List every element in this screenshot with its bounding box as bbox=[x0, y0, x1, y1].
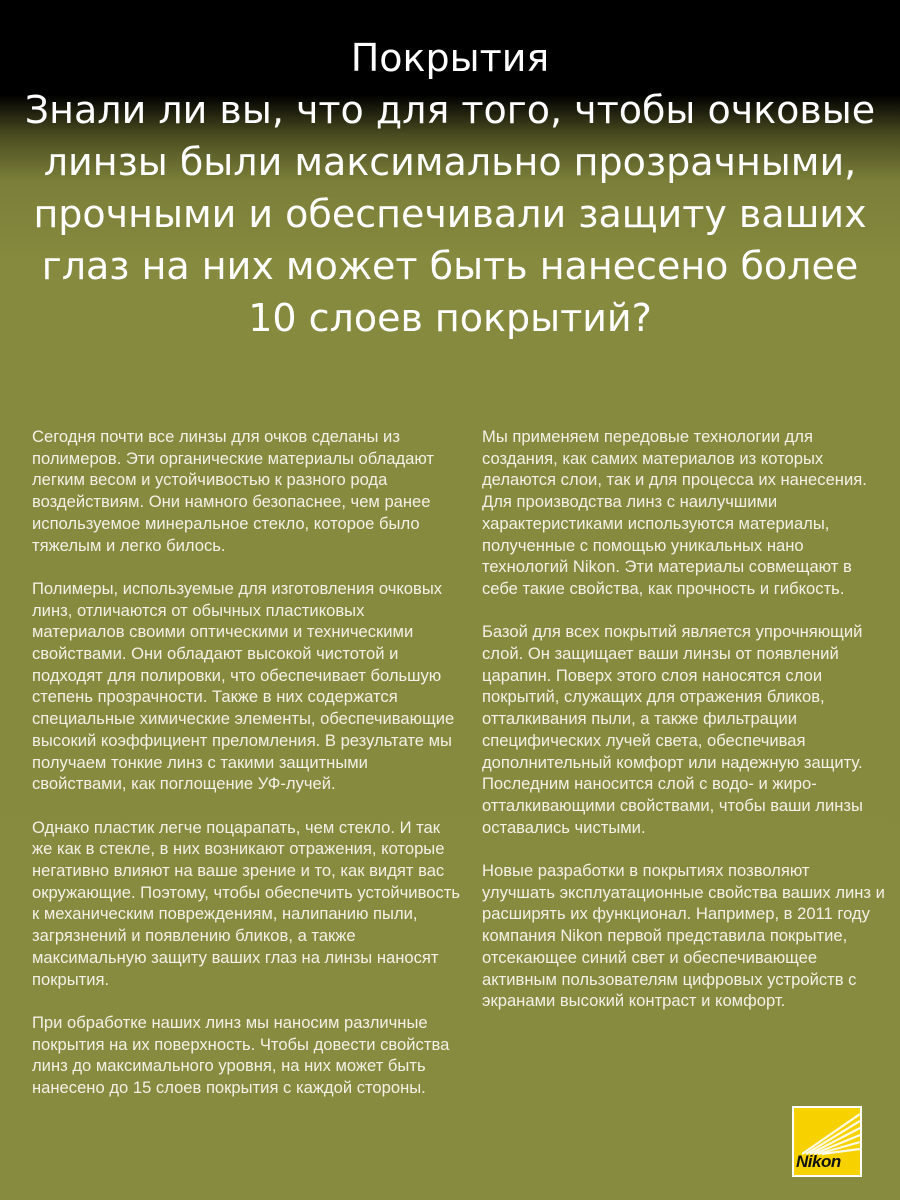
paragraph: Новые разработки в покрытиях позволяют улучшать эксплуатационные свойства ваших линз и расширять их функционал. Например, в 2011 году компания Nikon первой представила покрытие, отсекающее синий свет и обеспечивающее активным пользователям цифровых устройств с экранами высокий контраст и комфорт. bbox=[482, 861, 885, 1011]
logo-background bbox=[794, 1108, 860, 1175]
logo-wordmark: Nikon bbox=[796, 1152, 841, 1171]
title-heading: Покрытия bbox=[350, 36, 550, 80]
page-title bbox=[20, 32, 880, 344]
paragraph: Однако пластик легче поцарапать, чем стекло. И так же как в стекле, в них возникают отражения, которые негативно влияют на ваше зрение и то, как видят вас окружающие. Поэтому, чтобы обеспечить устойчивость к механическим повреждениям, налипанию пыли, загрязнений и появлению бликов, а также максимальную защиту ваших глаз на линзы наносят покрытия. bbox=[32, 817, 460, 989]
nikon-logo bbox=[792, 1106, 862, 1177]
right-column bbox=[482, 426, 887, 1034]
title-question: Знали ли вы, что для того, чтобы очковые линзы были максимально прозрачными, прочными и обеспечивали защиту ваших глаз на них может быть нанесено более 10 слоев покрытий? bbox=[24, 88, 876, 340]
paragraph: Полимеры, используемые для изготовления очковых линз, отличаются от обычных пластиковых материалов своими оптическими и техническими свойствами. Они обладают высокой чистотой и подходят для полировки, что обеспечивает большую степень прозрачности. Также в них содержатся специальные химические элементы, обеспечивающие высокий коэффициент преломления. В результате мы получаем тонкие линз с такими защитными свойствами, как поглощение УФ-лучей. bbox=[32, 578, 455, 794]
paragraph: Мы применяем передовые технологии для создания, как самих материалов из которых делаются слои, так и для процесса их нанесения. Для производства линз с наилучшими характеристиками используются материалы, полученные с помощью уникальных нано технологий Nikon. Эти материалы совмещают в себе такие свойства, как прочность и гибкость. bbox=[482, 427, 867, 598]
left-column bbox=[32, 426, 460, 1120]
paragraph: При обработке наших линз мы наносим различные покрытия на их поверхность. Чтобы довести свойства линз до максимального уровня, на них может быть нанесено до 15 слоев покрытия с каждой стороны. bbox=[32, 1012, 450, 1098]
paragraph: Сегодня почти все линзы для очков сделаны из полимеров. Эти органические материалы обладают легким весом и устойчивостью к разного рода воздействиям. Они намного безопаснее, чем ранее используемое минеральное стекло, которое было тяжелым и легко билось. bbox=[32, 427, 435, 555]
paragraph: Базой для всех покрытий является упрочняющий слой. Он защищает ваши линзы от появлений царапин. Поверх этого слоя наносятся слои покрытий, служащих для отражения бликов, отталкивания пыли, а также фильтрации специфических лучей света, обеспечивая дополнительный комфорт или надежную защиту. Последним наносится слой с водо- и жиро-отталкивающими свойствами, чтобы ваши линзы оставались чистыми. bbox=[482, 622, 863, 837]
